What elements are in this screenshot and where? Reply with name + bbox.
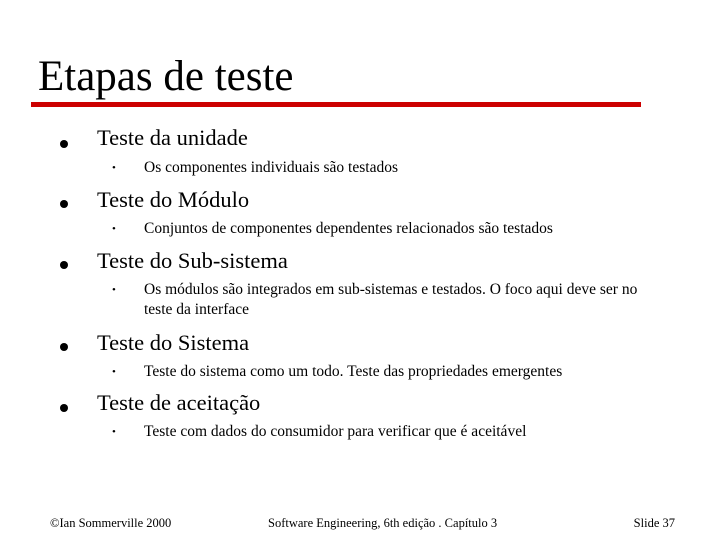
bullet-heading: Teste do Módulo (97, 187, 250, 212)
bullet-detail: Teste com dados do consumidor para verificar que é aceitável (144, 423, 527, 440)
sub-bullet-icon: • (112, 162, 116, 174)
footer-copyright: ©Ian Sommerville 2000 (50, 516, 172, 530)
bullet-detail: Os componentes individuais são testados (144, 159, 398, 176)
bullet-detail: Os módulos são integrados em sub-sistemas e testados. O foco aqui deve ser no teste da interface (144, 281, 638, 318)
sub-bullet-icon: • (112, 426, 116, 438)
bullet-heading: Teste de aceitação (97, 390, 261, 415)
bullet-heading: Teste do Sistema (97, 330, 250, 355)
bullet-dot-icon (60, 261, 68, 269)
bullet-dot-icon (60, 343, 68, 351)
bullet-dot-icon (60, 200, 68, 208)
sub-bullet-icon: • (112, 366, 116, 378)
bullet-detail: Conjuntos de componentes dependentes relacionados são testados (144, 220, 553, 237)
bullet-heading: Teste do Sub-sistema (97, 248, 288, 273)
footer-course: Software Engineering, 6th edição . Capítulo 3 (268, 516, 498, 530)
sub-bullet-icon: • (112, 284, 116, 296)
bullet-heading: Teste da unidade (97, 125, 248, 150)
sub-bullet-icon: • (112, 223, 116, 235)
bullet-dot-icon (60, 404, 68, 412)
bullet-detail: Teste do sistema como um todo. Teste das propriedades emergentes (144, 363, 563, 380)
title-underline (31, 102, 641, 107)
slide-title: Etapas de teste (38, 53, 294, 100)
bullet-dot-icon (60, 140, 68, 148)
footer-slide-number: Slide 37 (633, 516, 675, 530)
